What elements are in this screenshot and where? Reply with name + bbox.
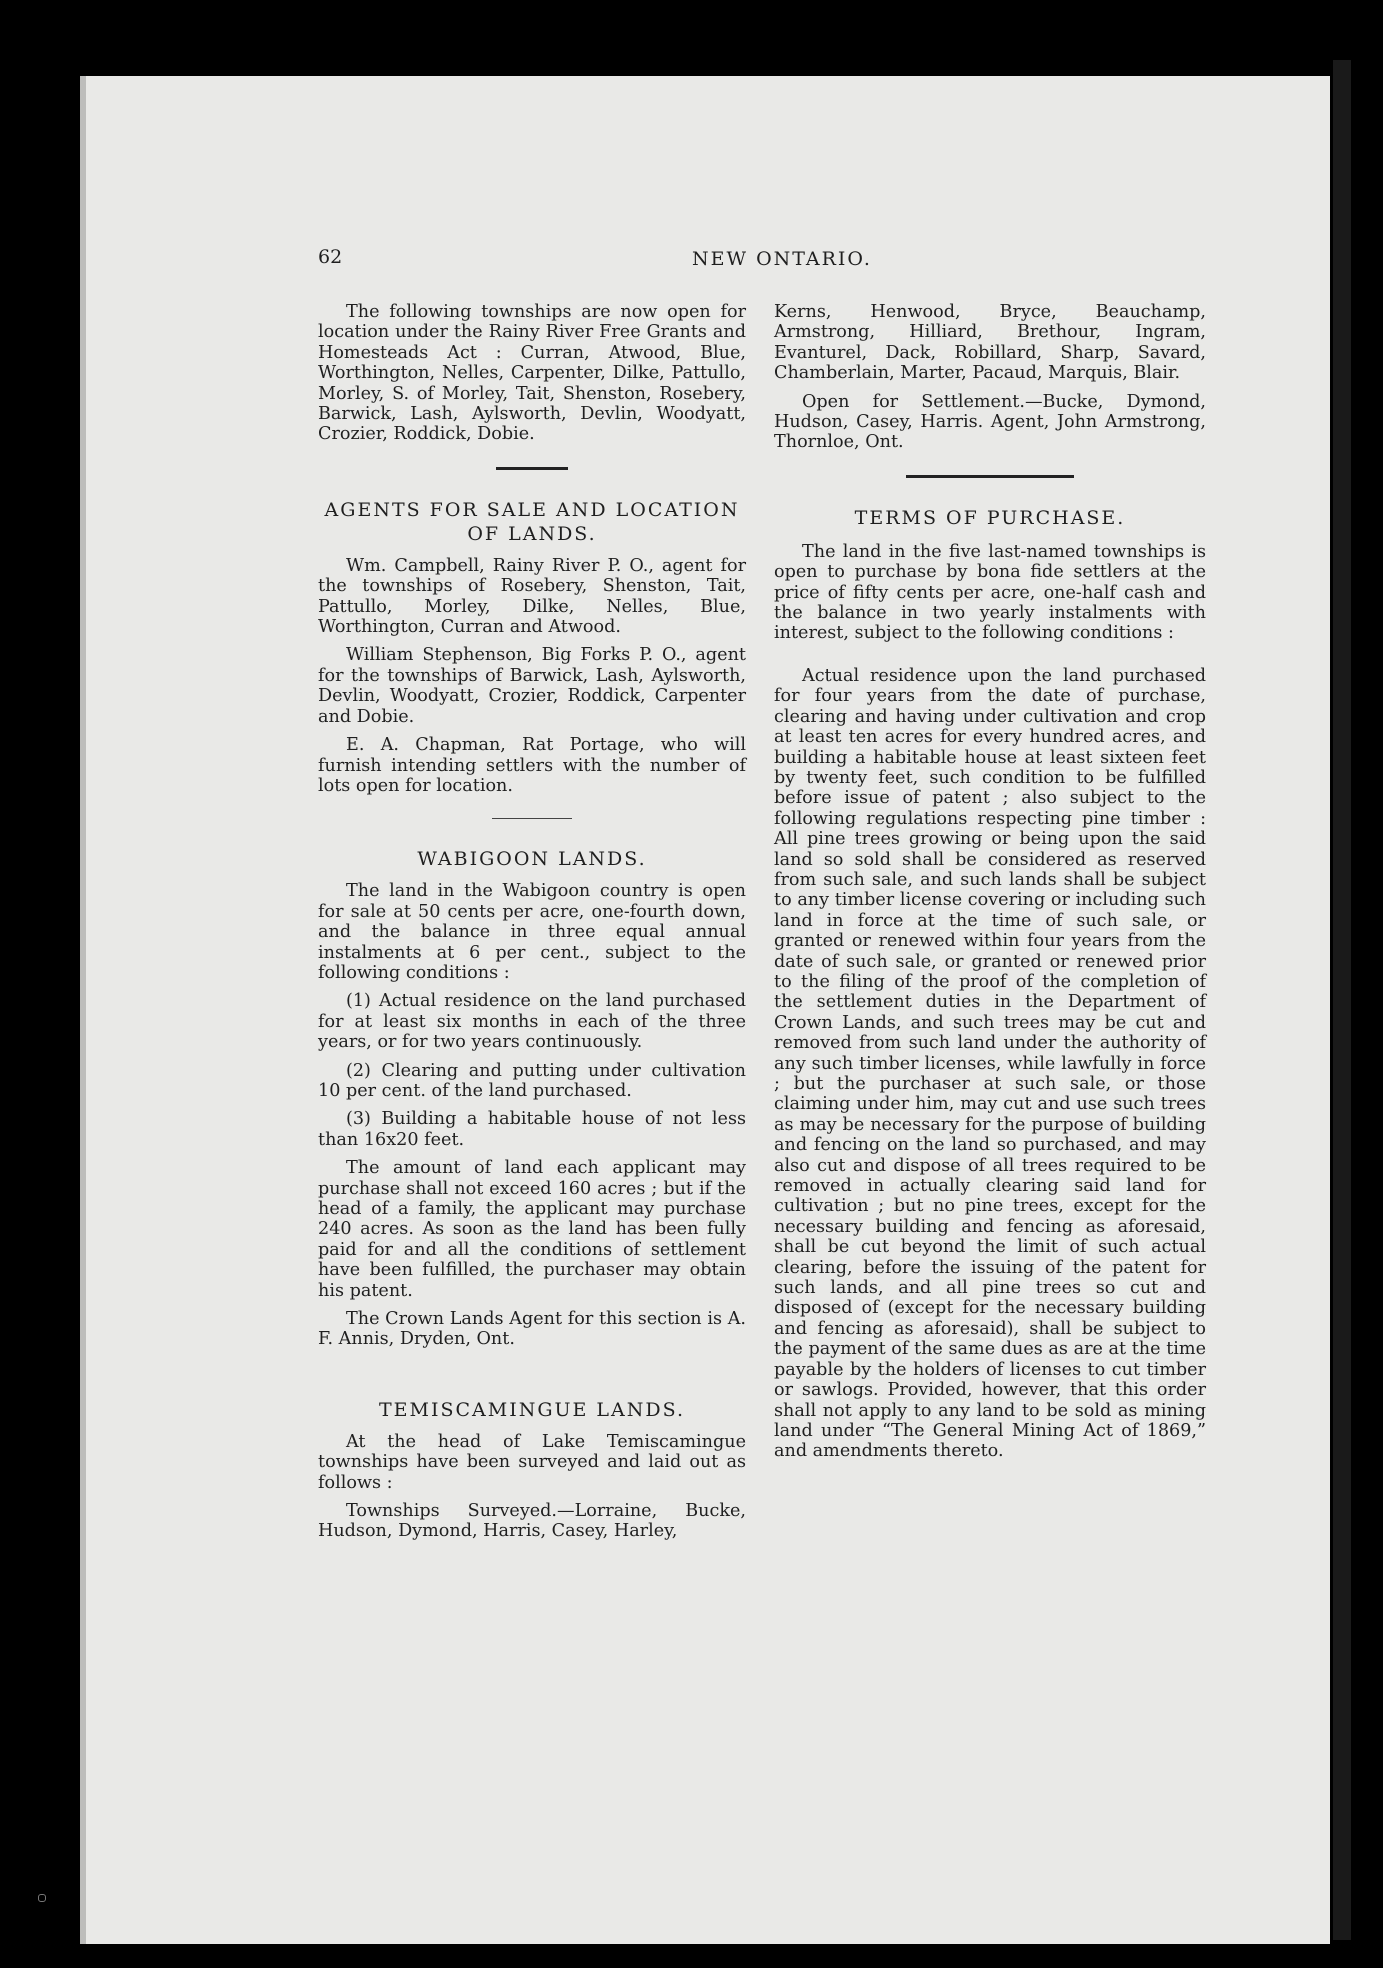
agents-heading-line-2: OF LANDS. bbox=[467, 522, 597, 545]
scan-speck bbox=[38, 1894, 46, 1902]
temiscamingue-paragraph-1: At the head of Lake Temiscamingue townships have been surveyed and laid out as follows : bbox=[318, 1431, 746, 1493]
continued-township-list: Kerns, Henwood, Bryce, Beauchamp, Armstrong, Hilliard, Brethour, Ingram, Evanturel, Dack, Robillard, Sharp, Savard, Chamberlain, Marter, Pacaud, Marquis, Blair. bbox=[774, 302, 1206, 384]
intro-paragraph: The following townships are now open for location under the Rainy River Free Grants and Homesteads Act : Curran, Atwood, Blue, Worthington, Nelles, Carpenter, Dilke, Pattullo, Morley, S. of Morley, Tait, Shenston, Rosebery, Barwick, Lash, Aylsworth, Devlin, Woodyatt, Crozier, Roddick, Dobie. bbox=[318, 302, 746, 445]
condition-3: (3) Building a habitable house of not less than 16x20 feet. bbox=[318, 1109, 746, 1150]
terms-paragraph-1: The land in the five last-named townships is open to purchase by bona fide settlers at the price of fifty cents per acre, one-half cash and the balance in two yearly instalments with interest, subject to the following conditions : bbox=[774, 541, 1206, 644]
wabigoon-paragraph-2: The amount of land each applicant may purchase shall not exceed 160 acres ; but if the head of a family, the applicant may purchase 240 acres. As soon as the land has been fully paid for and all the conditions of settlement have been fulfilled, the purchaser may obtain his patent. bbox=[318, 1158, 746, 1301]
agents-paragraph-3: E. A. Chapman, Rat Portage, who will furnish intending settlers with the number of lots open for location. bbox=[318, 735, 746, 796]
page-edge bbox=[80, 76, 86, 1944]
condition-1: (1) Actual residence on the land purchased for at least six months in each of the three years, or for two years continuously. bbox=[318, 991, 746, 1053]
temiscamingue-paragraph-2: Townships Surveyed.—Lorraine, Bucke, Hudson, Dymond, Harris, Casey, Harley, bbox=[318, 1501, 746, 1542]
left-column bbox=[318, 302, 746, 1550]
agents-heading-line-1: AGENTS FOR SALE AND LOCATION bbox=[324, 498, 740, 521]
book-spine bbox=[1333, 60, 1351, 1940]
agents-paragraph-2: William Stephenson, Big Forks P. O., agent for the townships of Barwick, Lash, Aylsworth, Devlin, Woodyatt, Crozier, Roddick, Carpenter and Dobie. bbox=[318, 645, 746, 727]
page-number: 62 bbox=[318, 246, 343, 268]
running-title: NEW ONTARIO. bbox=[692, 248, 872, 270]
agents-paragraph-1: Wm. Campbell, Rainy River P. O., agent for the townships of Rosebery, Shenston, Tait, Pattullo, Morley, Dilke, Nelles, Blue, Worthington, Curran and Atwood. bbox=[318, 555, 746, 638]
scan-background bbox=[1351, 0, 1383, 1968]
wabigoon-paragraph-3: The Crown Lands Agent for this section is A. F. Annis, Dryden, Ont. bbox=[318, 1309, 746, 1350]
terms-heading: TERMS OF PURCHASE. bbox=[854, 506, 1126, 529]
wabigoon-heading: WABIGOON LANDS. bbox=[417, 848, 647, 871]
wabigoon-paragraph-1: The land in the Wabigoon country is open for sale at 50 cents per acre, one-fourth down, and the balance in three equal annual instalments at 6 per cent., subject to the following conditions : bbox=[318, 881, 746, 983]
terms-paragraph-2: Actual residence upon the land purchased for four years from the date of purchase, clearing and having under cultivation and crop at least ten acres for every hundred acres, and building a habitable house at least sixteen feet by twenty feet, such condition to be fulfilled before issue of patent ; also subject to the following regulations respecting pine timber : All pine trees growing or being upon the said land so sold shall be considered as reserved from such sale, and such lands shall be subject to any timber license covering or including such land in force at the time of such sale, or granted or renewed within four years from the date of such sale, or granted or renewed prior to the filing of the proof of the completion of the settlement duties in the Department of Crown Lands, and such trees may be cut and removed from such land under the authority of any such timber licenses, while lawfully in force ; but the purchaser at such sale, or those claiming under him, may cut and use such trees as may be necessary for the purpose of building and fencing on the land so purchased, and may also cut and dispose of all trees required to be removed in actually clearing said land for cultivation ; but no pine trees, except for the necessary building and fencing as aforesaid, shall be cut beyond the limit of such actual clearing, before the issuing of the patent for such lands, and all pine trees so cut and disposed of (except for the necessary building and fencing as aforesaid), shall be subject to the payment of the same dues as are at the time payable by the holders of licenses to cut timber or sawlogs. Provided, however, that this order shall not apply to any land to be sold as mining land under “The General Mining Act of 1869,” and amendments thereto. bbox=[774, 665, 1206, 1462]
condition-2: (2) Clearing and putting under cultivation 10 per cent. of the land purchased. bbox=[318, 1060, 746, 1101]
right-column bbox=[774, 302, 1206, 1470]
temiscamingue-heading: TEMISCAMINGUE LANDS. bbox=[378, 1398, 686, 1421]
open-for-settlement: Open for Settlement.—Bucke, Dymond, Hudson, Casey, Harris. Agent, John Armstrong, Thornloe, Ont. bbox=[774, 391, 1206, 453]
